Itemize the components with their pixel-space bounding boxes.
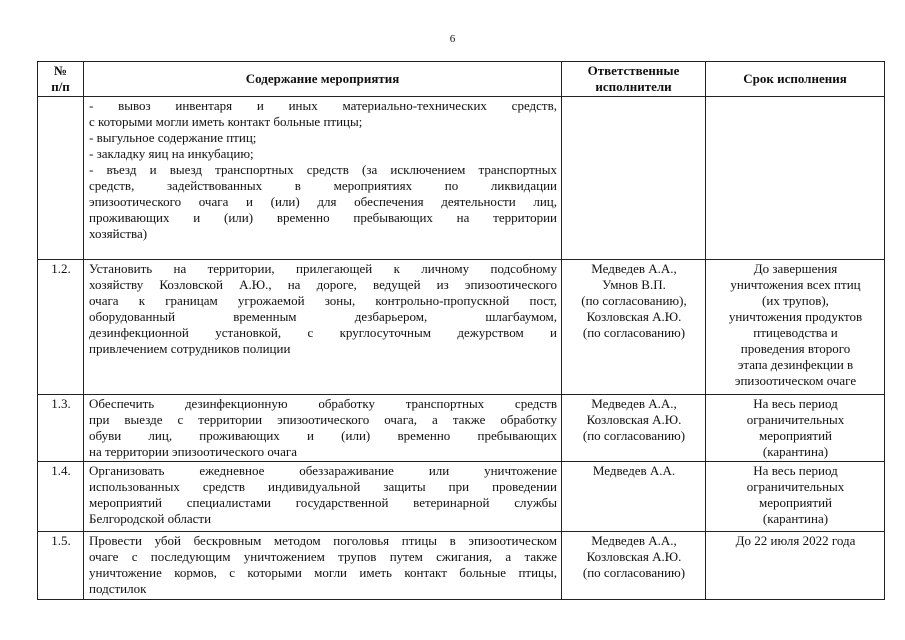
row-number [38,97,84,260]
row-term [706,462,885,532]
content-line: - вывоз инвентаря и иных материально-технических средств, [89,98,557,113]
content-line: Провести убой бескровным методом поголовья птицы в эпизоотическом [89,533,557,548]
term-line: На весь период [753,463,838,478]
content-line: привлечением сотрудников полиции [89,341,291,356]
table-row [38,395,885,462]
table-row [38,462,885,532]
term-line: птицеводства и [753,325,838,340]
row-responsible [562,395,706,462]
row-number: 1.5. [38,532,84,600]
term-line: ограничительных [746,479,845,494]
table-row [38,260,885,395]
term-line: На весь период [753,396,838,411]
row-content [84,532,562,600]
responsible-line: (по согласованию) [582,428,686,443]
term-line: До завершения [753,261,838,276]
row-content [84,462,562,532]
content-line: средств, задействованных в мероприятиях по ликвидации [89,178,557,193]
row-responsible [562,260,706,395]
row-term [706,532,885,600]
row-number: 1.3. [38,395,84,462]
responsible-line: Медведев А.А., [591,396,677,411]
table-row [38,532,885,600]
content-line: очаге с последующим уничтожением трупов путем сжигания, а также [89,549,557,564]
header-responsible: Ответственные исполнители [562,62,706,97]
row-responsible [562,462,706,532]
responsible-line: Козловская А.Ю. [586,549,682,564]
term-line: До 22 июля 2022 года [735,533,856,548]
table-row [38,97,885,260]
row-term [706,97,885,260]
content-line: хозяйства) [89,226,148,241]
responsible-line: (по согласованию) [582,325,686,340]
responsible-line: Медведев А.А. [592,463,676,478]
row-content [84,395,562,462]
term-line: (карантина) [762,444,829,459]
content-line: Установить на территории, прилегающей к личному подсобному [89,261,557,276]
content-line: уничтожение кормов, с которыми могли иметь контакт больные птицы, [89,565,557,580]
responsible-line: Умнов В.П. [602,277,666,292]
content-line: - выгульное содержание птиц; [89,130,257,145]
content-line: эпизоотического очага и (или) для обеспечения деятельности лиц, [89,194,557,209]
content-line: - закладку яиц на инкубацию; [89,146,254,161]
content-line: Организовать ежедневное обеззараживание или уничтожение [89,463,557,478]
table-header-row [38,62,885,97]
measures-table [37,61,885,600]
responsible-line: Козловская А.Ю. [586,309,682,324]
term-line: уничтожения продуктов [728,309,863,324]
content-line: на территории эпизоотического очага [89,444,297,459]
row-content [84,97,562,260]
term-line: (их трупов), [762,293,829,308]
content-line: проживающих и (или) временно пребывающих на территории [89,210,557,225]
responsible-line: Медведев А.А., [591,533,677,548]
row-number: 1.2. [38,260,84,395]
content-line: Обеспечить дезинфекционную обработку транспортных средств [89,396,557,411]
row-term [706,260,885,395]
term-line: эпизоотическом очаге [734,373,857,388]
content-line: Белгородской области [89,511,212,526]
responsible-line: (по согласованию), [581,293,687,308]
content-line: оборудованный временным дезбарьером, шлагбаумом, [89,309,557,324]
page-number: 6 [449,33,456,45]
content-line: дезинфекционной установкой, с круглосуточным дежурством и [89,325,557,340]
row-content [84,260,562,395]
content-line: очага к границам угрожаемой зоны, контрольно-пропускной пост, [89,293,557,308]
header-term: Срок исполнения [706,62,885,97]
term-line: мероприятий [759,495,832,510]
responsible-line: Козловская А.Ю. [586,412,682,427]
term-line: этапа дезинфекции в [737,357,854,372]
row-term [706,395,885,462]
content-line: - въезд и выезд транспортных средств (за исключением транспортных [89,162,557,177]
content-line: хозяйству Козловской А.Ю., на дороге, ведущей из эпизоотического [89,277,557,292]
term-line: (карантина) [762,511,829,526]
header-num: № п/п [38,62,84,97]
responsible-line: (по согласованию) [582,565,686,580]
term-line: мероприятий [759,428,832,443]
term-line: ограничительных [746,412,845,427]
term-line: проведения второго [740,341,851,356]
row-responsible [562,532,706,600]
row-responsible [562,97,706,260]
header-content: Содержание мероприятия [84,62,562,97]
responsible-line: Медведев А.А., [591,261,677,276]
row-number: 1.4. [38,462,84,532]
content-line: подстилок [89,581,147,596]
term-line: уничтожения всех птиц [730,277,861,292]
content-line: обуви лиц, проживающих и (или) временно пребывающих [89,428,557,443]
content-line: мероприятий специалистами государственной ветеринарной службы [89,495,557,510]
content-line: с которыми могли иметь контакт больные птицы; [89,114,363,129]
content-line: использованных средств индивидуальной защиты при проведении [89,479,557,494]
content-line: при выезде с территории эпизоотического очага, а также обработку [89,412,557,427]
